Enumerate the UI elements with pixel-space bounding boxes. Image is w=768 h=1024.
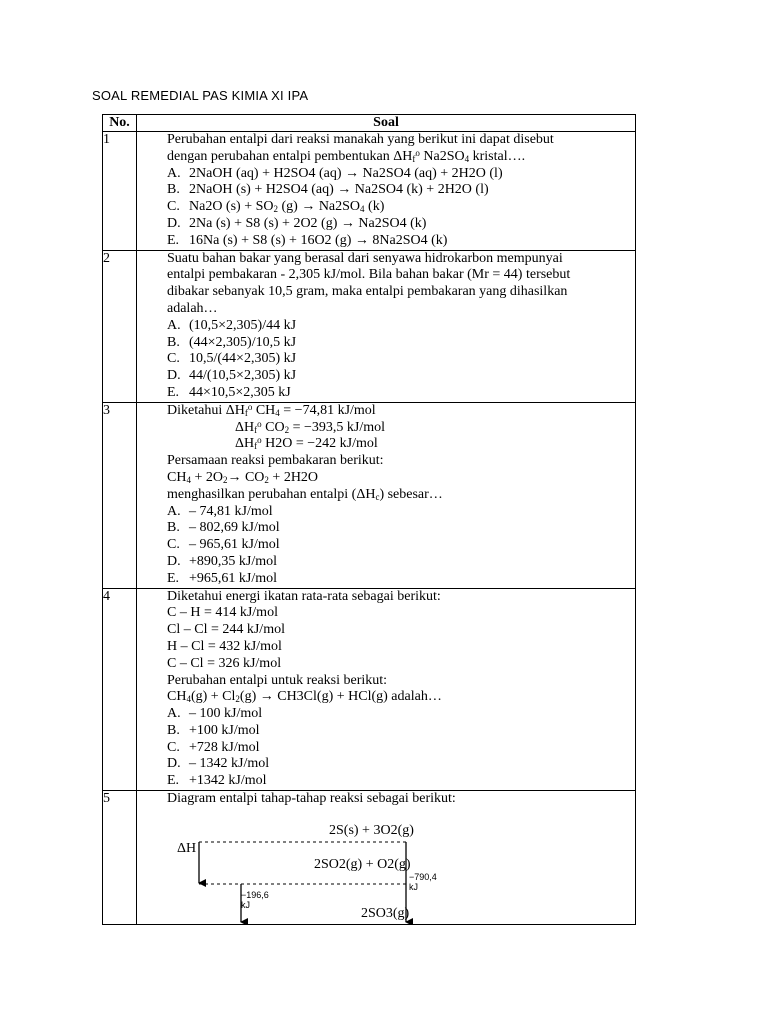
answer-option: C. +728 kJ/mol bbox=[167, 739, 260, 755]
reaction-equation: $CH_4(g) + Cl_2(g) \to CH3Cl(g) + HCl(g)$ adalah… bbox=[167, 689, 442, 705]
level-label-top: 2S(s) + 3O2(g) bbox=[329, 822, 414, 838]
answer-option: B. (44×2,305)/10,5 kJ bbox=[167, 334, 297, 350]
question-number: 5 bbox=[103, 791, 137, 925]
question-row bbox=[103, 791, 636, 925]
answer-option: E. +1342 kJ/mol bbox=[167, 773, 267, 789]
answer-option: D. – 1342 kJ/mol bbox=[167, 756, 270, 772]
question-stem-line: menghasilkan perubahan entalpi $(\Delta H_c)$ sebesar… bbox=[167, 486, 443, 502]
question-stem-line: Perubahan entalpi dari reaksi manakah yang berikut ini dapat disebut bbox=[167, 132, 554, 147]
answer-option: B. – 802,69 kJ/mol bbox=[167, 520, 280, 536]
question-number: 4 bbox=[103, 588, 137, 791]
question-body bbox=[137, 402, 636, 588]
total-enthalpy-value: −790,4 bbox=[409, 871, 437, 882]
question-stem-line: Suatu bahan bakar yang berasal dari senyawa hidrokarbon mempunyai bbox=[167, 250, 563, 266]
answer-option: E. 44×10,5×2,305 kJ bbox=[167, 384, 291, 400]
answer-option: C. Na2O $(s) + SO_2$ $(g) \to Na2SO_4$ (k) bbox=[167, 199, 385, 215]
question-stem-line: Diketahui $\Delta H_f^o$ $CH_4 = -74,81$ kJ/mol bbox=[167, 401, 376, 418]
table-header-row bbox=[103, 115, 636, 132]
bond-energy-line: C – Cl = 326 kJ/mol bbox=[167, 655, 282, 671]
answer-option: A. – 74,81 kJ/mol bbox=[167, 503, 273, 519]
reaction-equation: $CH_4 + 2O_2\to CO_2 + 2H2O$ bbox=[167, 469, 319, 485]
document-title: SOAL REMEDIAL PAS KIMIA XI IPA bbox=[92, 88, 309, 103]
question-body bbox=[137, 588, 636, 791]
question-stem-line: Persamaan reaksi pembakaran berikut: bbox=[167, 453, 384, 469]
question-stem-line: Perubahan entalpi untuk reaksi berikut: bbox=[167, 672, 388, 688]
question-row bbox=[103, 132, 636, 251]
question-body bbox=[137, 250, 636, 402]
question-stem-line: dengan perubahan entalpi pembentukan $\Delta H_f^o$ $Na2SO_4$ kristal…. bbox=[167, 147, 526, 164]
question-stem-line: dibakar sebanyak 10,5 gram, maka entalpi pembakaran yang dihasilkan bbox=[167, 284, 568, 300]
answer-option: C. – 965,61 kJ/mol bbox=[167, 537, 280, 553]
answer-option: A. (10,5×2,305)/44 kJ bbox=[167, 317, 297, 333]
answer-option: D. +890,35 kJ/mol bbox=[167, 553, 278, 569]
question-stem-line: entalpi pembakaran - 2,305 kJ/mol. Bila bahan bakar (Mr = 44) tersebut bbox=[167, 267, 571, 283]
total-enthalpy-unit: kJ bbox=[409, 881, 418, 892]
enthalpy-diagram bbox=[167, 808, 635, 924]
answer-option: B. +100 kJ/mol bbox=[167, 722, 260, 738]
answer-option: C. 10,5/(44×2,305) kJ bbox=[167, 351, 297, 367]
answer-option: B. 2NaOH (s) + H2SO4 (aq) → Na2SO4 (k) + 2H2O (l) bbox=[167, 182, 489, 198]
step-enthalpy-value: −196,6 bbox=[241, 889, 269, 900]
bond-energy-line: Cl – Cl = 244 kJ/mol bbox=[167, 622, 285, 638]
question-stem-line: adalah… bbox=[167, 300, 218, 316]
question-stem-line: Diagram entalpi tahap-tahap reaksi sebagai berikut: bbox=[167, 791, 456, 807]
question-number: 1 bbox=[103, 132, 137, 251]
question-row bbox=[103, 588, 636, 791]
question-stem-line: $\Delta H_f^o$ $CO_2 = -393,5$ kJ/mol bbox=[235, 418, 385, 435]
question-table bbox=[102, 114, 636, 925]
answer-option: A. 2NaOH (aq) + H2SO4 (aq) → Na2SO4 (aq) + 2H2O (l) bbox=[167, 165, 503, 181]
answer-option: E. 16Na (s) + S8 (s) + 16O2 (g) → 8Na2SO4 (k) bbox=[167, 232, 448, 248]
question-row bbox=[103, 402, 636, 588]
question-body bbox=[137, 791, 636, 925]
delta-h-label: ΔH bbox=[177, 840, 197, 856]
question-stem-line: Diketahui energi ikatan rata-rata sebagai berikut: bbox=[167, 588, 441, 604]
level-label-mid: 2SO2(g) + O2(g) bbox=[314, 856, 411, 872]
answer-option: E. +965,61 kJ/mol bbox=[167, 570, 278, 586]
question-number: 2 bbox=[103, 250, 137, 402]
question-body bbox=[137, 132, 636, 251]
answer-option: A. – 100 kJ/mol bbox=[167, 706, 263, 722]
level-label-bottom: 2SO3(g) bbox=[361, 905, 410, 921]
question-stem-line: $\Delta H_f^o$ H2O = −242 kJ/mol bbox=[235, 435, 378, 452]
bond-energy-line: C – H = 414 kJ/mol bbox=[167, 605, 278, 621]
question-row bbox=[103, 250, 636, 402]
header-soal: Soal bbox=[137, 115, 636, 132]
answer-option: D. 2Na (s) + S8 (s) + 2O2 (g) → Na2SO4 (k) bbox=[167, 215, 427, 231]
bond-energy-line: H – Cl = 432 kJ/mol bbox=[167, 638, 282, 654]
header-no: No. bbox=[103, 115, 137, 132]
question-number: 3 bbox=[103, 402, 137, 588]
step-enthalpy-unit: kJ bbox=[241, 899, 250, 910]
answer-option: D. 44/(10,5×2,305) kJ bbox=[167, 368, 297, 384]
